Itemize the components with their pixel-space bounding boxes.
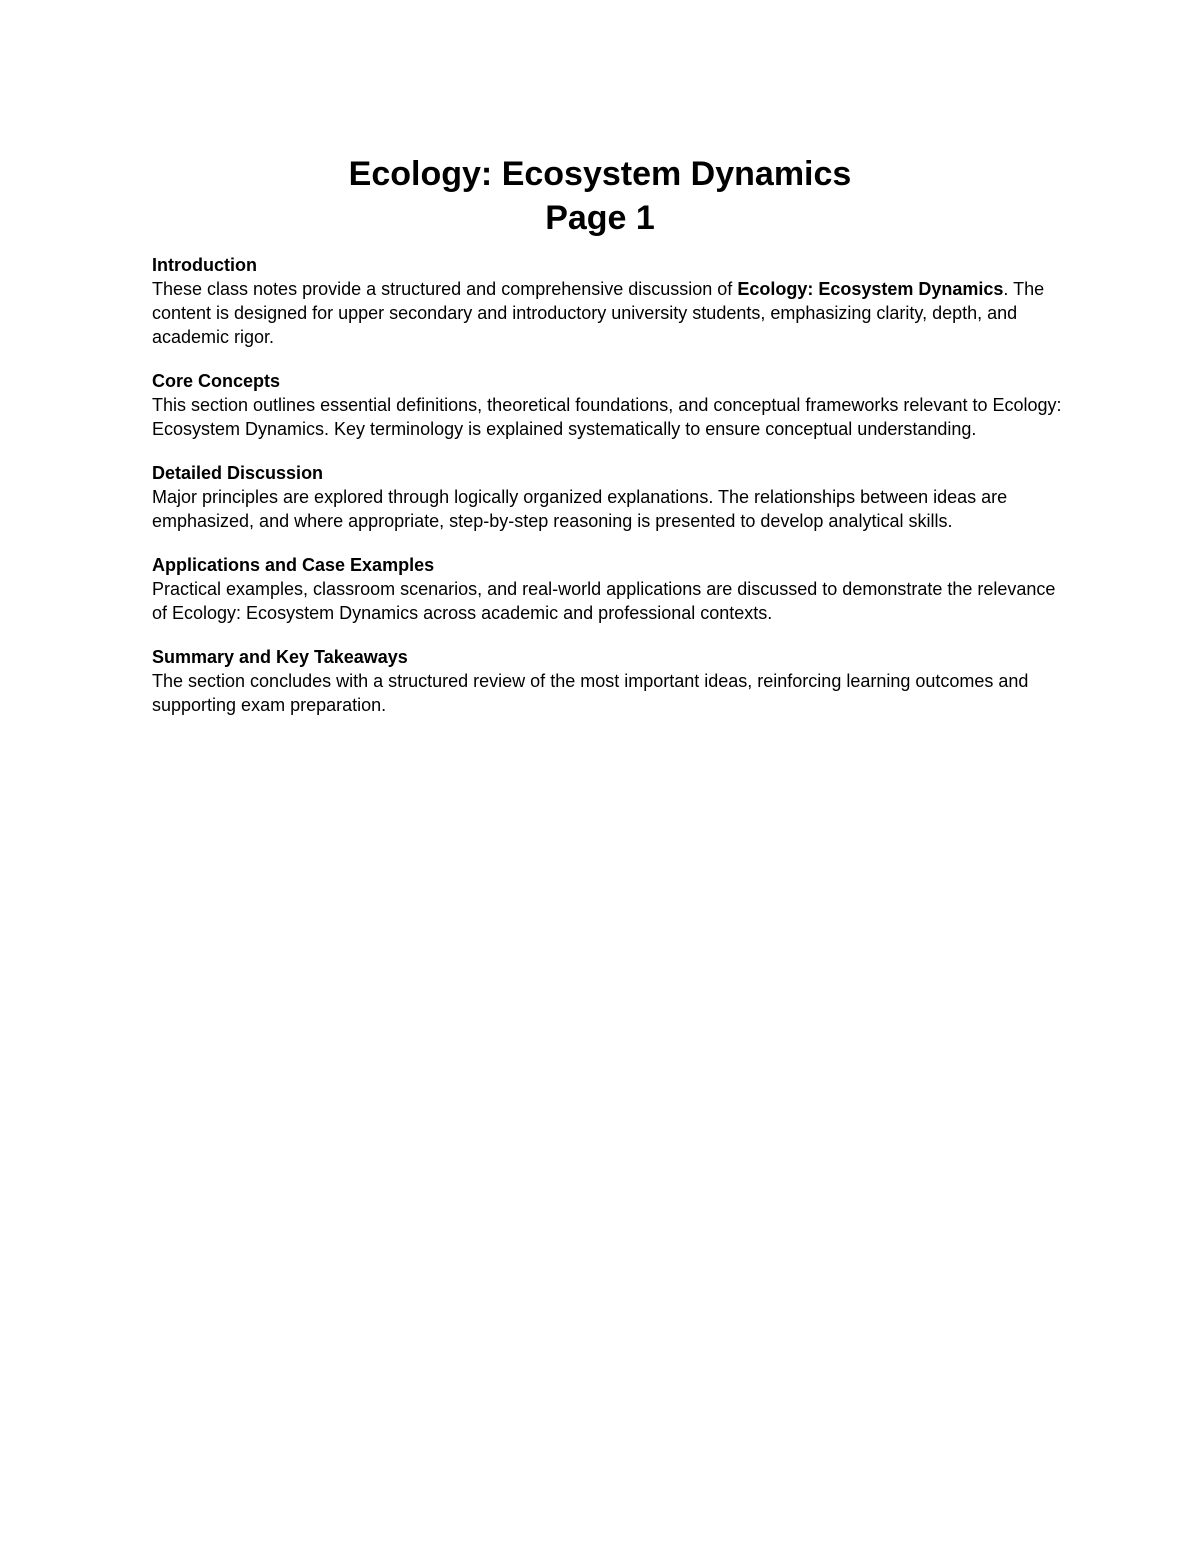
section-body-detailed-discussion: Major principles are explored through logically organized explanations. The relationships between ideas are emphasized, and where appropriate, step-by-step reasoning is presented to develop analytical skills. — [152, 487, 1008, 531]
title-block — [0, 152, 1200, 240]
section-body-introduction — [152, 277, 1062, 349]
section-heading-summary: Summary and Key Takeaways — [152, 647, 408, 667]
section-applications — [152, 553, 1062, 625]
document-title: Ecology: Ecosystem Dynamics — [348, 155, 852, 193]
section-heading-detailed-discussion: Detailed Discussion — [152, 463, 324, 483]
intro-text-start: These class notes provide a structured and comprehensive discussion of — [152, 279, 738, 299]
section-body-summary: The section concludes with a structured review of the most important ideas, reinforcing learning outcomes and supporting exam preparation. — [152, 671, 1029, 715]
section-body-applications: Practical examples, classroom scenarios, and real-world applications are discussed to demonstrate the relevance of Ecology: Ecosystem Dynamics across academic and professional contexts. — [152, 579, 1056, 623]
section-heading-applications: Applications and Case Examples — [152, 555, 435, 575]
section-core-concepts — [152, 369, 1062, 441]
section-introduction — [152, 253, 1062, 349]
section-heading-introduction: Introduction — [152, 255, 257, 275]
intro-text-end: . The content is designed for upper secondary and introductory university students, emphasizing clarity, depth, and academic rigor. — [152, 279, 1045, 347]
page-number-label: Page 1 — [545, 199, 655, 237]
intro-text-emphasis: Ecology: Ecosystem Dynamics — [737, 279, 1004, 299]
section-detailed-discussion — [152, 461, 1062, 533]
section-heading-core-concepts: Core Concepts — [152, 371, 281, 391]
document-body — [152, 253, 1062, 737]
section-body-core-concepts: This section outlines essential definitions, theoretical foundations, and conceptual frameworks relevant to Ecology: Ecosystem Dynamics. Key terminology is explained systematically to ensure conceptual understanding. — [152, 395, 1062, 439]
section-summary — [152, 645, 1062, 717]
